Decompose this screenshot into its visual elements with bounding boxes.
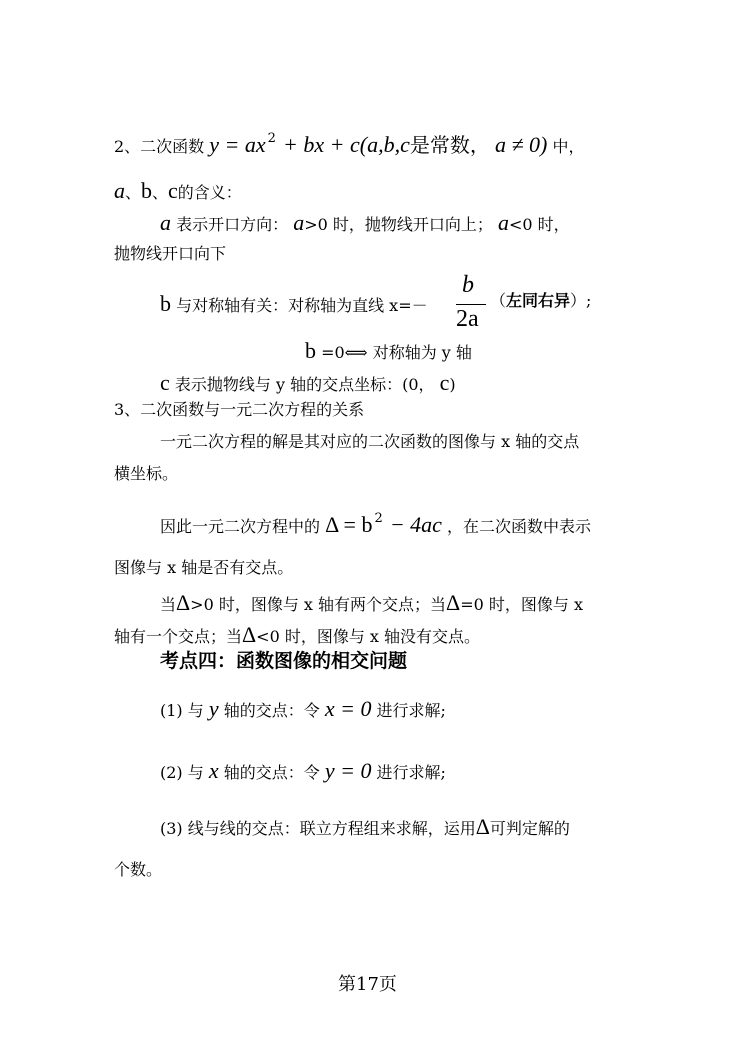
text: >0 时，图像与 x 轴有两个交点；当 — [190, 595, 447, 614]
a-meaning — [160, 212, 570, 234]
paragraph: 个数。 — [114, 860, 163, 879]
var-c: c — [439, 370, 450, 395]
b-rule — [490, 293, 591, 309]
text: 表示抛物线与 y 轴的交点坐标：(0， — [174, 375, 435, 394]
var: x — [208, 758, 219, 783]
question-1 — [160, 698, 446, 720]
var-c: c — [168, 178, 178, 203]
fraction-bar — [456, 304, 486, 305]
var-a: a — [160, 210, 171, 235]
text: (3) 线与线的交点：联立方程组来求解，运用 — [160, 819, 476, 838]
denominator-text: 2a — [456, 306, 479, 332]
text: 可判定解的 — [489, 819, 570, 838]
text: 轴的交点：令 — [223, 701, 320, 720]
section-3-title: 3、二次函数与一元二次方程的关系 — [114, 400, 365, 419]
abc-meaning-heading — [114, 180, 242, 202]
question-3 — [160, 816, 570, 838]
text: 进行求解; — [376, 763, 446, 782]
var-c: c — [160, 370, 170, 395]
formula: a ≠ 0) — [494, 132, 548, 157]
delta-symbol: Δ — [242, 622, 257, 647]
delta-symbol: Δ — [446, 590, 461, 615]
b-zero-axis — [305, 340, 472, 362]
text: 中， — [552, 137, 585, 156]
paragraph: 图像与 x 轴是否有交点。 — [114, 558, 294, 577]
formula: Δ = b — [325, 512, 373, 537]
bold-text: 左同右异 — [506, 291, 571, 310]
text: 是常数， — [409, 135, 490, 157]
text: <0 时，图像与 x 轴没有交点。 — [256, 627, 481, 646]
delta-symbol: Δ — [176, 590, 191, 615]
section-heading: 考点四：函数图像的相交问题 — [160, 650, 408, 672]
text: 轴的交点：令 — [223, 763, 320, 782]
separator: 、 — [152, 183, 169, 202]
text: ，在二次函数中表示 — [447, 517, 592, 536]
text: ) — [449, 375, 456, 394]
formula: y = ax — [209, 132, 266, 157]
formula: − 4ac — [389, 512, 442, 537]
var-b: b — [305, 338, 316, 363]
var-a: a — [114, 178, 125, 203]
formula: x = 0 — [324, 696, 372, 721]
delta-cases — [160, 592, 583, 614]
question-2 — [160, 760, 446, 782]
formula: y = 0 — [324, 758, 372, 783]
superscript: 2 — [267, 131, 276, 146]
text: <0 时， — [508, 215, 570, 234]
page-number: 第17页 — [338, 974, 397, 995]
delta-symbol: Δ — [475, 814, 490, 839]
paragraph: 横坐标。 — [114, 464, 179, 483]
text: (1) 与 — [160, 701, 204, 720]
paragraph: 一元二次方程的解是其对应的二次函数的图像与 x 轴的交点 — [160, 432, 580, 451]
text: 轴有一个交点；当 — [114, 627, 243, 646]
fraction-denominator — [456, 306, 479, 333]
b-meaning — [160, 293, 428, 315]
formula: + bx + c(a,b,c — [283, 132, 410, 157]
text: (2) 与 — [160, 763, 204, 782]
fraction-numerator: b — [462, 272, 474, 298]
text: =0 时，图像与 x — [460, 595, 583, 614]
text: 当 — [160, 595, 177, 614]
separator: 、 — [125, 183, 142, 202]
text: （ — [490, 291, 507, 310]
text: =0⟺ 对称轴为 y 轴 — [321, 343, 472, 362]
item-2-definition — [114, 131, 585, 157]
delta-paragraph — [160, 511, 592, 537]
text: 进行求解; — [376, 701, 446, 720]
text: 因此一元二次方程中的 — [160, 517, 321, 536]
var-b: b — [141, 178, 153, 203]
a-meaning-cont: 抛物线开口向下 — [114, 244, 227, 263]
superscript: 2 — [374, 511, 383, 526]
text: 2、二次函数 — [114, 137, 205, 156]
var-a: a — [497, 210, 509, 235]
text: >0 时，抛物线开口向上； — [304, 215, 493, 234]
var: y — [208, 696, 219, 721]
text: 与对称轴有关：对称轴为直线 x=－ — [176, 296, 428, 315]
c-meaning — [160, 372, 456, 394]
text: 的含义： — [177, 183, 242, 202]
text: 表示开口方向： — [176, 215, 289, 234]
delta-cases-cont — [114, 624, 480, 646]
text: ）; — [570, 291, 592, 310]
var-a: a — [293, 210, 305, 235]
var-b: b — [160, 291, 171, 316]
